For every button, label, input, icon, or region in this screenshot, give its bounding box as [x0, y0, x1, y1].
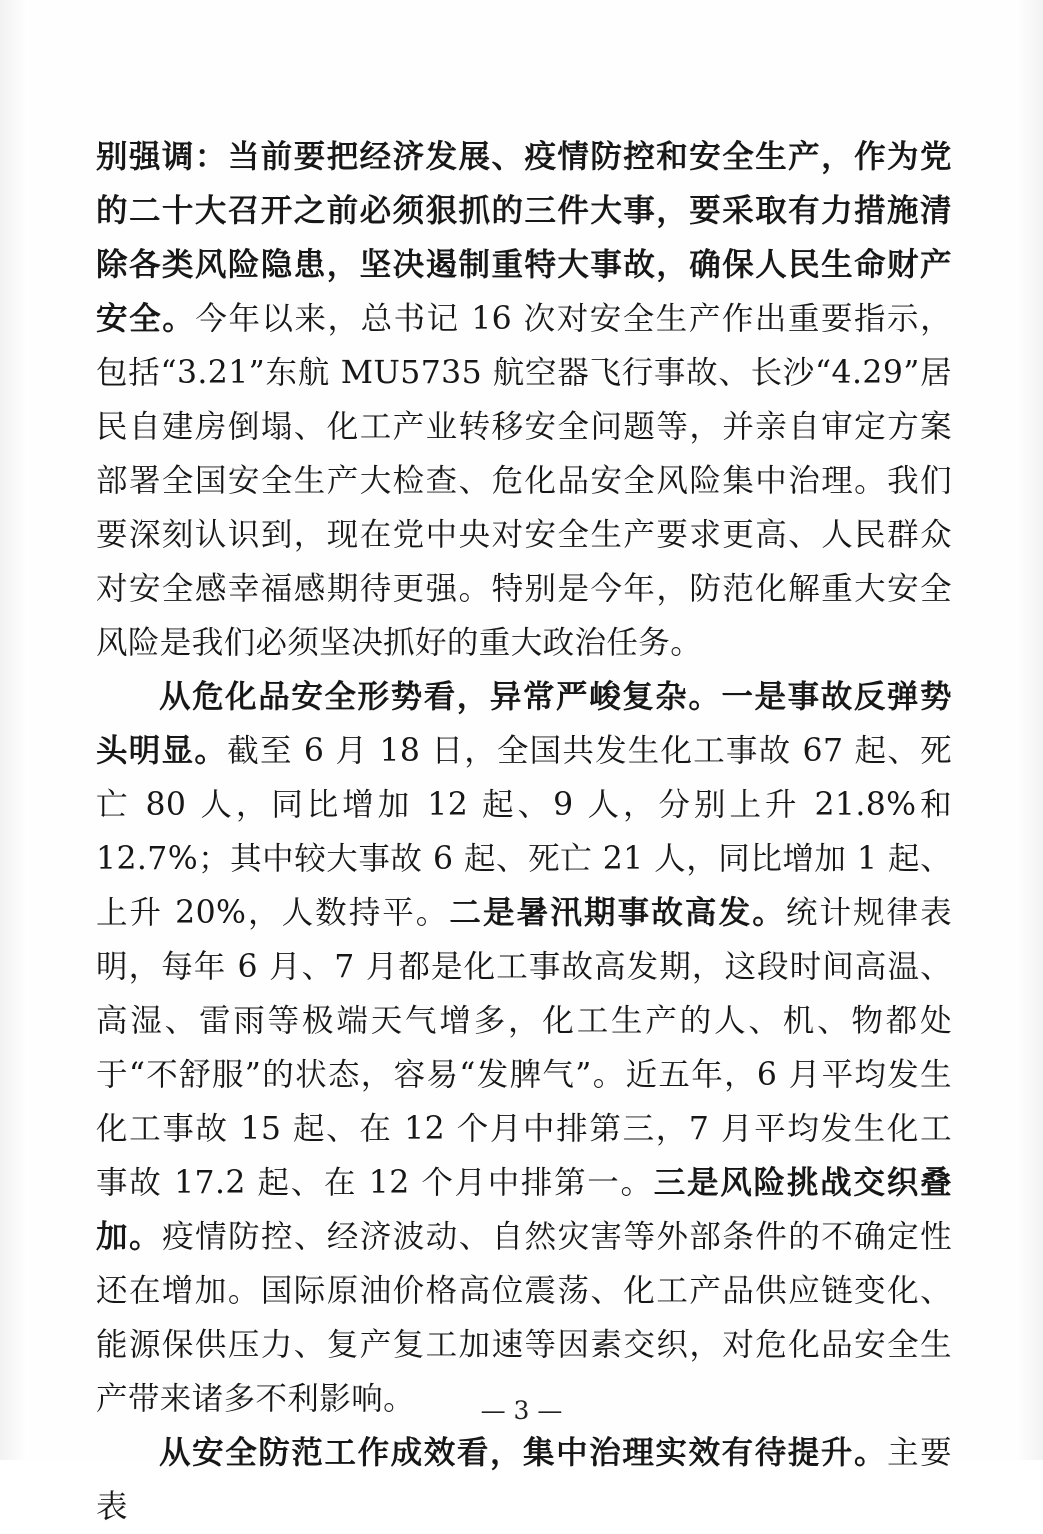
emphasis-run: 三是风险挑战交织叠加。	[96, 1164, 952, 1255]
text-run: 截至 6 月 18 日，全国共发生化工事故 67 起、死亡 80 人，同比增加 12 起、9 人，分别上升 21.8%和 12.7%；其中较大事故 6 起、死亡 21 人，同比增加 1 起、上升 20%，人数持平。	[96, 733, 952, 931]
page-left-edge	[0, 0, 28, 1460]
page-number: — 3 —	[480, 1396, 563, 1425]
emphasis-run: 二是暑汛期事故高发。	[449, 894, 786, 931]
text-run: 今年以来，总书记 16 次对安全生产作出重要指示，包括“3.21”东航 MU5735 航空器飞行事故、长沙“4.29”居民自建房倒塌、化工产业转移安全问题等，并亲自审定方案部署全国安全生产大检查、危化品安全风险集中治理。我们要深刻认识到，现在党中央对安全生产要求更高、人民群众对安全感幸福感期待更强。特别是今年，防范化解重大安全风险是我们必须坚决抓好的重大政治任务。	[96, 301, 952, 661]
text-run: 统计规律表明，每年 6 月、7 月都是化工事故高发期，这段时间高温、高湿、雷雨等极端天气增多，化工生产的人、机、物都处于“不舒服”的状态，容易“发脾气”。近五年，6 月平均发生化工事故 15 起、在 12 个月中排第三，7 月平均发生化工事故 17.2 起、在 12 个月中排第一。	[96, 895, 952, 1201]
paragraph-2	[96, 670, 952, 1426]
emphasis-run: 从安全防范工作成效看，集中治理实效有待提升。	[159, 1434, 888, 1471]
emphasis-run: 别强调：当前要把经济发展、疫情防控和安全生产，作为党的二十大召开之前必须狠抓的三件大事，要采取有力措施清除各类风险隐患，坚决遏制重特大事故，确保人民生命财产安全。	[96, 138, 952, 337]
document-body	[96, 130, 952, 1534]
page-right-edge	[1015, 0, 1043, 1460]
text-run: 主要表	[96, 1435, 952, 1525]
paragraph-1	[96, 130, 952, 670]
emphasis-run: 从危化品安全形势看，异常严峻复杂。一是事故反弹势头明显。	[96, 678, 952, 769]
paragraph-3	[96, 1426, 952, 1534]
text-run: 疫情防控、经济波动、自然灾害等外部条件的不确定性还在增加。国际原油价格高位震荡、化工产品供应链变化、能源保供压力、复产复工加速等因素交织，对危化品安全生产带来诸多不利影响。	[96, 1219, 952, 1417]
